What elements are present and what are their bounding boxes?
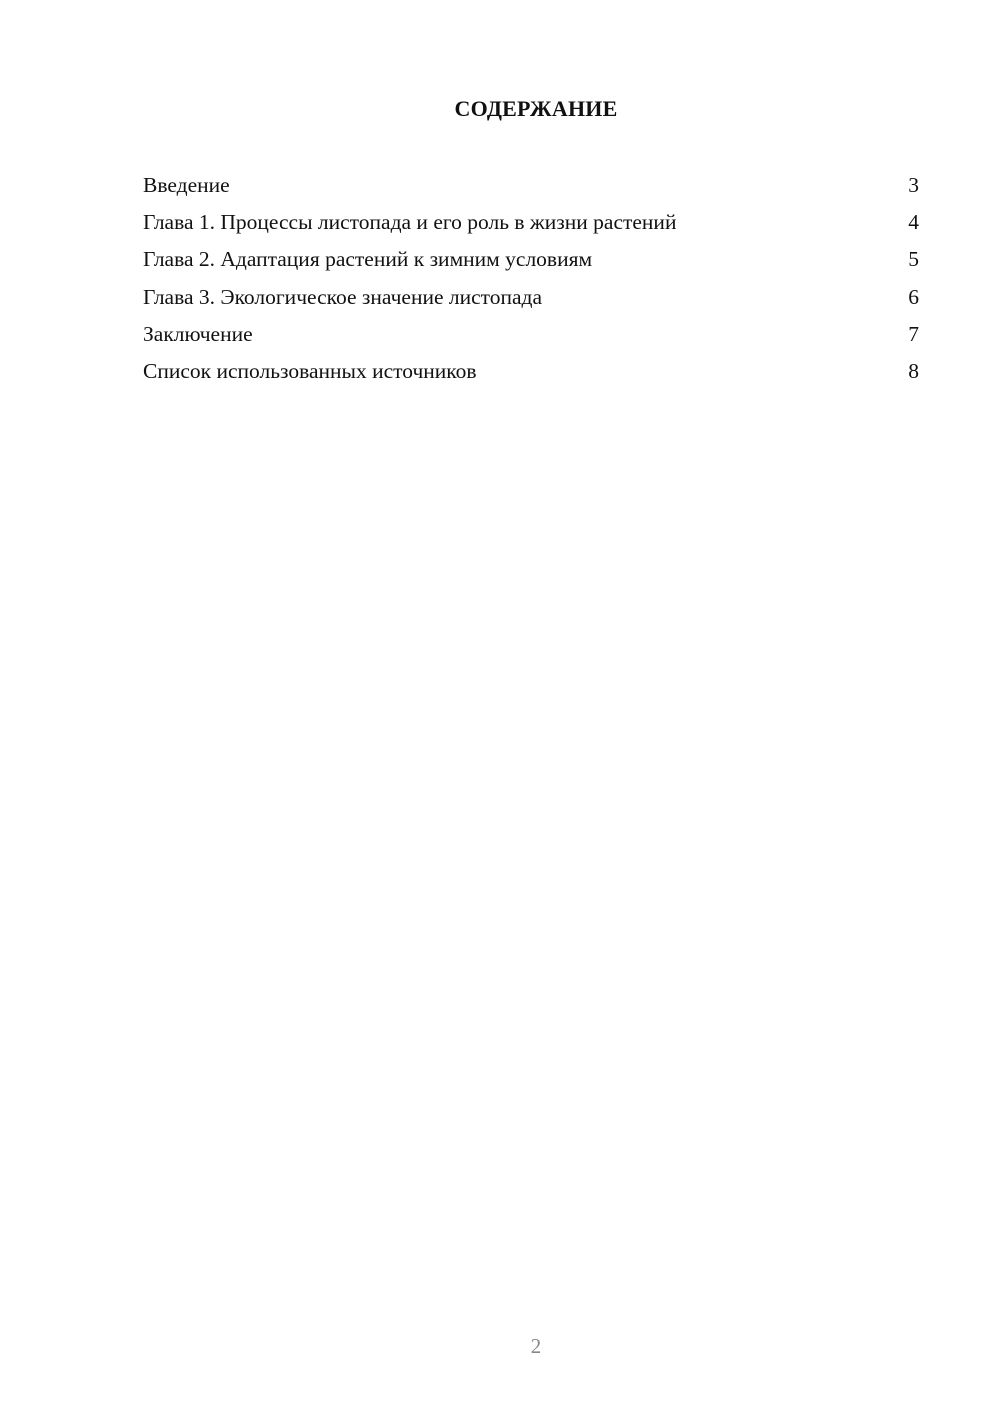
toc-heading: СОДЕРЖАНИЕ [454,96,618,121]
toc-entry [143,244,919,281]
toc-entry-title: Глава 2. Адаптация растений к зимним условиям [143,247,593,272]
page-number: 2 [530,1334,542,1358]
toc-entry [143,170,919,207]
toc-entry-title: Заключение [143,321,253,346]
toc-entry-title: Глава 1. Процессы листопада и его роль в жизни растений [143,210,677,235]
toc-entry [143,356,919,393]
toc-entry-page: 3 [908,173,919,197]
toc-entry-page: 8 [908,358,919,383]
toc-list [143,170,919,393]
toc-entry-title: Введение [143,173,230,197]
toc-entry-page: 5 [908,247,919,272]
toc-entry-page: 6 [908,284,919,309]
toc-entry [143,282,919,319]
toc-entry [143,207,919,244]
toc-entry-title: Список использованных источников [143,358,477,383]
toc-entry [143,319,919,356]
toc-entry-page: 4 [908,210,919,235]
toc-entry-page: 7 [908,321,919,346]
toc-entry-title: Глава 3. Экологическое значение листопада [143,284,543,309]
